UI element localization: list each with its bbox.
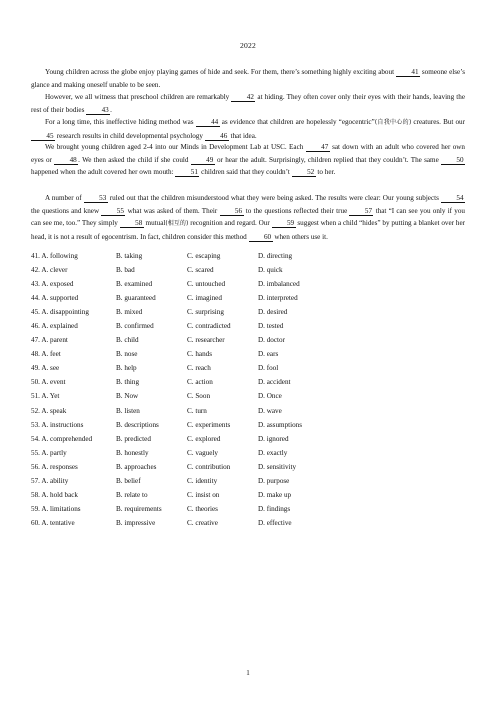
option-b: B. impressive <box>116 518 156 527</box>
option-d: D. findings <box>258 504 291 513</box>
text: at hiding. They often cover only their eyes with their hands, leaving the rest of their bodies <box>31 93 465 114</box>
option-d: D. effective <box>258 518 292 527</box>
option-b: B. descriptions <box>116 420 159 429</box>
blank-59: 59 <box>272 219 296 228</box>
option-b: B. guaranteed <box>116 294 156 303</box>
text: Young children across the globe enjoy playing games of hide and seek. For them, there’s something highly exciting about <box>45 68 396 76</box>
option-b: B. taking <box>116 252 143 260</box>
option-d: D. quick <box>258 266 283 275</box>
option-row <box>31 308 411 322</box>
option-b: B. mixed <box>116 308 143 317</box>
text: that idea. <box>228 131 257 140</box>
text: what was asked of them. Their <box>125 206 220 215</box>
option-a: 58. A. hold back <box>31 490 79 499</box>
option-d: D. purpose <box>258 476 290 485</box>
option-a: 56. A. responses <box>31 462 78 471</box>
option-b: B. predicted <box>116 434 151 443</box>
blank-43: 43 <box>86 106 110 115</box>
option-a: 46. A. explained <box>31 322 78 331</box>
text: For a long time, this ineffective hiding method was <box>45 118 196 126</box>
option-b: B. help <box>116 364 137 373</box>
option-a: 54. A. comprehended <box>31 434 93 443</box>
text: the questions and knew <box>31 206 102 215</box>
option-c: C. creative <box>187 518 218 527</box>
option-a: 50. A. event <box>31 378 66 387</box>
option-c: C. researcher <box>187 336 225 345</box>
option-c: C. theories <box>187 504 218 513</box>
option-row <box>31 477 411 491</box>
option-d: D. accident <box>258 378 291 387</box>
text: or hear the adult. Surprisingly, children replied that they couldn’t. The same <box>214 155 441 164</box>
option-c: C. vaguely <box>187 448 218 457</box>
chinese-gloss: (相互的) <box>165 220 189 228</box>
option-a: 60. A. tentative <box>31 518 75 527</box>
option-c: C. contribution <box>187 462 231 471</box>
option-a: 41. A. following <box>31 252 78 260</box>
option-c: C. escaping <box>187 252 221 260</box>
blank-49: 49 <box>191 156 215 165</box>
option-row <box>31 435 411 449</box>
blank-50: 50 <box>441 156 465 165</box>
option-d: D. doctor <box>258 336 285 345</box>
text: that “I can see you only if you can see me, too.” They simply <box>31 206 465 228</box>
blank-47: 47 <box>306 143 330 152</box>
option-row <box>31 378 411 392</box>
option-row <box>31 407 411 421</box>
option-d: D. imbalanced <box>258 280 300 289</box>
option-c: C. identity <box>187 476 218 485</box>
option-b: B. honestly <box>116 448 149 457</box>
blank-44: 44 <box>196 118 220 127</box>
option-a: 49. A. see <box>31 364 60 373</box>
option-row <box>31 266 411 280</box>
option-a: 51. A. Yet <box>31 392 60 401</box>
option-c: C. reach <box>187 364 211 373</box>
option-d: D. ears <box>258 350 279 359</box>
option-d: D. assumptions <box>258 420 303 429</box>
option-row <box>31 336 411 350</box>
text: someone else’s glance and making oneself unable to be seen. <box>31 68 465 89</box>
option-b: B. requirements <box>116 504 162 513</box>
option-a: 48. A. feet <box>31 350 61 359</box>
option-b: B. belief <box>116 476 141 485</box>
text: We brought young children aged 2-4 into our Minds in Development Lab at USC. Each <box>45 143 306 151</box>
option-row <box>31 491 411 505</box>
option-row <box>31 392 411 406</box>
option-a: 43. A. exposed <box>31 280 74 289</box>
text: creatures. But our <box>411 118 466 126</box>
option-c: C. scared <box>187 266 214 275</box>
answer-options <box>31 252 411 533</box>
option-d: D. interpreted <box>258 294 298 303</box>
option-d: D. desired <box>258 308 288 317</box>
option-b: B. approaches <box>116 462 157 471</box>
paragraph-2 <box>31 91 465 116</box>
page-number: 1 <box>246 669 250 677</box>
option-b: B. examined <box>116 280 153 289</box>
blank-48: 48 <box>54 156 78 165</box>
blank-54: 54 <box>441 194 465 203</box>
page-header-title: 2022 <box>240 41 256 50</box>
blank-58: 58 <box>120 219 144 228</box>
option-b: B. nose <box>116 350 138 359</box>
option-c: C. explored <box>187 434 221 443</box>
blank-52: 52 <box>292 168 316 177</box>
option-d: D. exactly <box>258 448 288 457</box>
blank-60: 60 <box>249 233 273 242</box>
option-b: B. listen <box>116 406 140 415</box>
chinese-gloss: (自我中心的) <box>374 119 412 126</box>
option-row <box>31 505 411 519</box>
option-c: C. turn <box>187 406 207 415</box>
text: mutual <box>143 219 166 228</box>
blank-56: 56 <box>220 207 244 216</box>
option-d: D. make up <box>258 490 292 499</box>
text: ruled out that the children misunderstood what they were being asked. The results were clear: Our young subjects <box>107 194 441 202</box>
option-row <box>31 449 411 463</box>
option-c: C. insist on <box>187 490 220 499</box>
paragraph-1 <box>31 66 465 91</box>
option-c: C. experiments <box>187 420 231 429</box>
option-a: 42. A. clever <box>31 266 68 275</box>
option-a: 45. A. disappointing <box>31 308 89 317</box>
paragraph-3 <box>31 116 465 142</box>
text: happened when the adult covered her own mouth: <box>31 168 176 177</box>
blank-57: 57 <box>349 207 373 216</box>
blank-55: 55 <box>101 207 125 216</box>
text: . <box>110 105 112 114</box>
option-b: B. relate to <box>116 490 148 499</box>
option-row <box>31 294 411 308</box>
option-a: 47. A. parent <box>31 336 68 345</box>
option-c: C. imagined <box>187 294 222 303</box>
option-c: C. contradicted <box>187 322 231 331</box>
text: children said that they couldn’t <box>199 168 292 177</box>
option-d: D. wave <box>258 406 282 415</box>
option-b: B. Now <box>116 392 139 401</box>
text: research results in child developmental psychology <box>55 131 205 140</box>
blank-42: 42 <box>231 93 255 102</box>
option-d: D. tested <box>258 322 284 331</box>
option-row <box>31 322 411 336</box>
paragraph-4 <box>31 141 465 179</box>
text: to the questions reflected their true <box>243 206 350 215</box>
option-c: C. action <box>187 378 213 387</box>
option-c: C. Soon <box>187 392 211 401</box>
option-a: 59. A. limitations <box>31 504 81 513</box>
option-b: B. bad <box>116 266 135 275</box>
option-d: D. sensitivity <box>258 462 297 471</box>
option-b: B. thing <box>116 378 140 387</box>
option-row <box>31 364 411 378</box>
option-a: 44. A. supported <box>31 294 79 303</box>
option-d: D. Once <box>258 392 282 401</box>
option-row <box>31 463 411 477</box>
text: . We then asked the child if she could <box>78 155 191 164</box>
option-row <box>31 421 411 435</box>
option-a: 55. A. partly <box>31 448 67 457</box>
blank-53: 53 <box>84 194 108 203</box>
option-c: C. untouched <box>187 280 226 289</box>
option-row <box>31 519 411 533</box>
option-row <box>31 280 411 294</box>
option-c: C. hands <box>187 350 212 359</box>
option-c: C. surprising <box>187 308 224 317</box>
blank-41: 41 <box>396 68 420 77</box>
text: to her. <box>315 168 336 177</box>
blank-46: 46 <box>205 132 229 141</box>
text: A number of <box>45 194 84 202</box>
text: recognition and regard. Our <box>188 219 272 228</box>
blank-45: 45 <box>31 132 55 141</box>
option-d: D. fool <box>258 364 279 373</box>
option-row <box>31 252 411 266</box>
option-b: B. child <box>116 336 139 345</box>
option-b: B. confirmed <box>116 322 154 331</box>
option-a: 53. A. instructions <box>31 420 84 429</box>
option-d: D. directing <box>258 252 293 260</box>
text: sat down with an adult who covered her own eyes or <box>31 143 465 164</box>
option-row <box>31 350 411 364</box>
option-a: 52. A. speak <box>31 406 67 415</box>
text: as evidence that children are hopelessly “egocentric” <box>219 118 375 126</box>
blank-51: 51 <box>175 168 199 177</box>
text: suggest when a child “hides” by putting a blanket over her head, it is not a result of egocentrism. In fact, children consider this method <box>31 219 466 241</box>
text: However, we all witness that preschool children are remarkably <box>45 93 232 101</box>
text: when others use it. <box>272 232 328 241</box>
option-a: 57. A. ability <box>31 476 69 485</box>
paragraph-5 <box>31 192 465 243</box>
option-d: D. ignored <box>258 434 289 443</box>
